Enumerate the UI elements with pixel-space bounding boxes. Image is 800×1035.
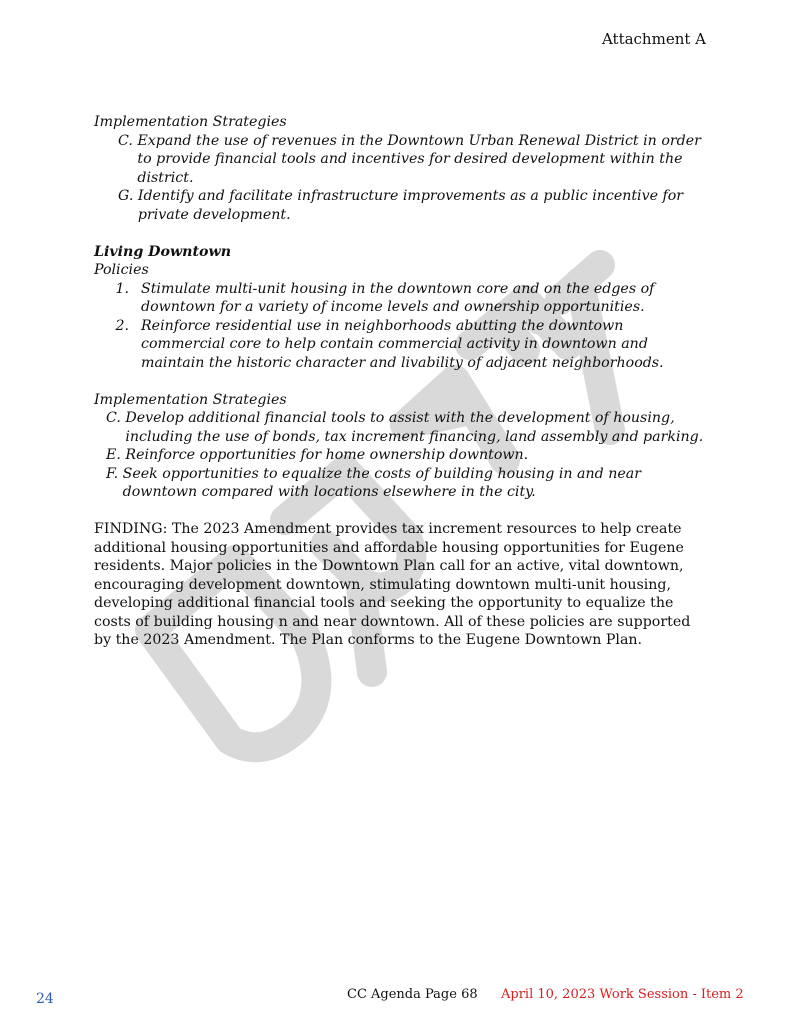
policy-2-text: Reinforce residential use in neighborhoods abutting the downtown commercial core to help contain commercial activity in downtown and maintain the historic character and livability of adjacent neighborhoods. <box>141 317 664 371</box>
policy-1: 1. Stimulate multi-unit housing in the downtown core and on the edges of downtown for a variety of income levels and ownership opportunities. <box>94 280 706 317</box>
page-number: 24 <box>36 991 54 1007</box>
policies-heading: Policies <box>94 262 149 278</box>
strategy-f: F. Seek opportunities to equalize the costs of building housing in and near downtown compared with locations elsewhere in the city. <box>94 465 706 502</box>
living-downtown-heading: Living Downtown <box>94 243 232 260</box>
implementation-strategies-heading: Implementation Strategies <box>94 114 287 130</box>
agenda-page-label: CC Agenda Page 68 <box>347 987 478 1002</box>
strategy-c: C. Expand the use of revenues in the Downtown Urban Renewal District in order to provide financial tools and incentives for desired development within the district. <box>94 132 706 188</box>
strategy-e-text: Reinforce opportunities for home ownership downtown. <box>125 447 529 463</box>
strategy-c-housing: C. Develop additional financial tools to assist with the development of housing, including the use of bonds, tax increment financing, land assembly and parking. <box>94 409 706 446</box>
strategy-g: G. Identify and facilitate infrastructure improvements as a public incentive for private development. <box>94 187 706 224</box>
attachment-label: Attachment A <box>601 30 706 48</box>
policy-2: 2. Reinforce residential use in neighborhoods abutting the downtown commercial core to help contain commercial activity in downtown and maintain the historic character and livability of adjacent neighborhoods. <box>94 317 706 373</box>
document-body <box>94 113 706 650</box>
strategy-e: E. Reinforce opportunities for home ownership downtown. <box>106 447 529 463</box>
strategy-g-text: Identify and facilitate infrastructure improvements as a public incentive for private development. <box>137 188 684 223</box>
strategy-f-text: Seek opportunities to equalize the costs of building housing in and near downtown compared with locations elsewhere in the city. <box>122 465 642 500</box>
implementation-strategies-heading-2: Implementation Strategies <box>94 391 287 408</box>
work-session-label: April 10, 2023 Work Session - Item 2 <box>501 987 744 1002</box>
strategy-c-text: Expand the use of revenues in the Downtown Urban Renewal District in order to provide financial tools and incentives for desired development within the district. <box>137 132 701 186</box>
policy-1-text: Stimulate multi-unit housing in the downtown core and on the edges of downtown for a variety of income levels and ownership opportunities. <box>141 280 655 315</box>
strategy-c-housing-text: Develop additional financial tools to assist with the development of housing, including the use of bonds, tax increment financing, land assembly and parking. <box>125 410 704 445</box>
finding-paragraph: FINDING: The 2023 Amendment provides tax increment resources to help create additional housing opportunities and affordable housing opportunities for Eugene residents. Major policies in the Downtown Plan call for an active, vital downtown, encouraging development downtown, stimulating downtown multi-unit housing, developing additional financial tools and seeking the opportunity to equalize the costs of building housing n and near downtown. All of these policies are supported by the 2023 Amendment. The Plan conforms to the Eugene Downtown Plan. <box>94 521 691 648</box>
